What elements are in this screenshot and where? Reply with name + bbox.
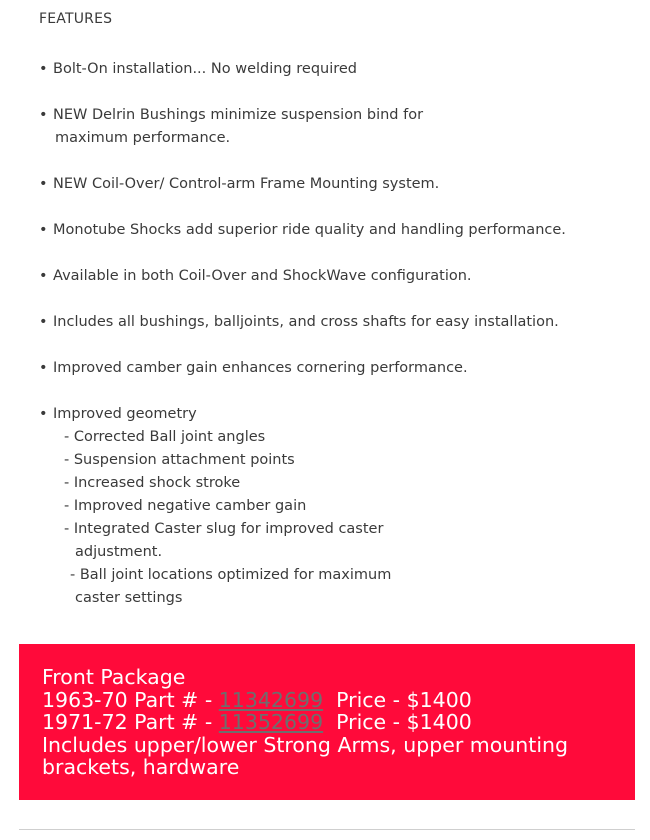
feature-improved-geometry — [39, 403, 629, 610]
feature-text: Includes all bushings, balljoints, and cross shafts for easy installation. — [53, 314, 559, 330]
geometry-subitem — [53, 426, 629, 449]
feature-coil-over-mounting — [39, 173, 629, 196]
part-number-link[interactable]: 11342699 — [218, 687, 324, 712]
feature-text: Improved camber gain enhances cornering performance. — [53, 360, 468, 376]
package-row-1963-70 — [42, 689, 615, 712]
feature-text: NEW Coil-Over/ Control-arm Frame Mounting system. — [53, 176, 440, 192]
feature-includes-bushings — [39, 311, 629, 334]
geometry-subitem-text: - Suspension attachment points — [64, 452, 295, 468]
feature-monotube-shocks — [39, 219, 629, 242]
geometry-subitem-text: - Integrated Caster slug for improved caster — [64, 521, 384, 537]
bullet-icon: • — [39, 176, 48, 192]
geometry-subitem — [53, 449, 629, 472]
feature-delrin-bushings — [39, 104, 629, 150]
geometry-subitem-text: - Ball joint locations optimized for maximum — [70, 567, 392, 583]
part-number-link[interactable]: 11352699 — [218, 710, 324, 734]
feature-text: Improved geometry — [53, 406, 197, 422]
geometry-subitem-text: - Increased shock stroke — [64, 475, 241, 491]
geometry-subitem-text-continued: caster settings — [75, 590, 183, 606]
price-text: Price - $1400 — [323, 687, 472, 712]
feature-bolt-on — [39, 58, 629, 81]
section-divider — [19, 829, 635, 830]
feature-text: Monotube Shocks add superior ride quality and handling performance. — [53, 222, 566, 238]
geometry-subitem — [53, 495, 629, 518]
feature-text: Available in both Coil-Over and ShockWave configuration. — [53, 268, 472, 284]
package-row-1971-72 — [42, 711, 615, 734]
bullet-icon: • — [39, 107, 48, 123]
feature-configurations — [39, 265, 629, 288]
bullet-icon: • — [39, 314, 48, 330]
part-label: 1971-72 Part # - — [42, 710, 219, 734]
geometry-subitem-text: - Corrected Ball joint angles — [64, 429, 266, 445]
feature-text: NEW Delrin Bushings minimize suspension bind for — [53, 107, 424, 123]
geometry-subitem-text-continued: adjustment. — [75, 544, 163, 560]
geometry-subitem — [53, 472, 629, 495]
features-list — [39, 58, 629, 633]
features-heading: FEATURES — [39, 11, 113, 27]
bullet-icon: • — [39, 406, 48, 422]
feature-camber-gain — [39, 357, 629, 380]
geometry-subitem — [53, 564, 629, 610]
bullet-icon: • — [39, 61, 48, 77]
bullet-icon: • — [39, 222, 48, 238]
bullet-icon: • — [39, 360, 48, 376]
geometry-subitem — [53, 518, 629, 564]
bullet-icon: • — [39, 268, 48, 284]
geometry-subitem-text: - Improved negative camber gain — [64, 498, 307, 514]
package-title: Front Package — [42, 665, 186, 689]
price-text: Price - $1400 — [323, 710, 472, 734]
part-label: 1963-70 Part # - — [42, 687, 219, 712]
front-package-box — [19, 644, 635, 800]
feature-text: Bolt-On installation... No welding required — [53, 61, 358, 77]
feature-text-continued: maximum performance. — [55, 130, 231, 146]
package-includes: Includes upper/lower Strong Arms, upper mounting brackets, hardware — [42, 732, 569, 779]
